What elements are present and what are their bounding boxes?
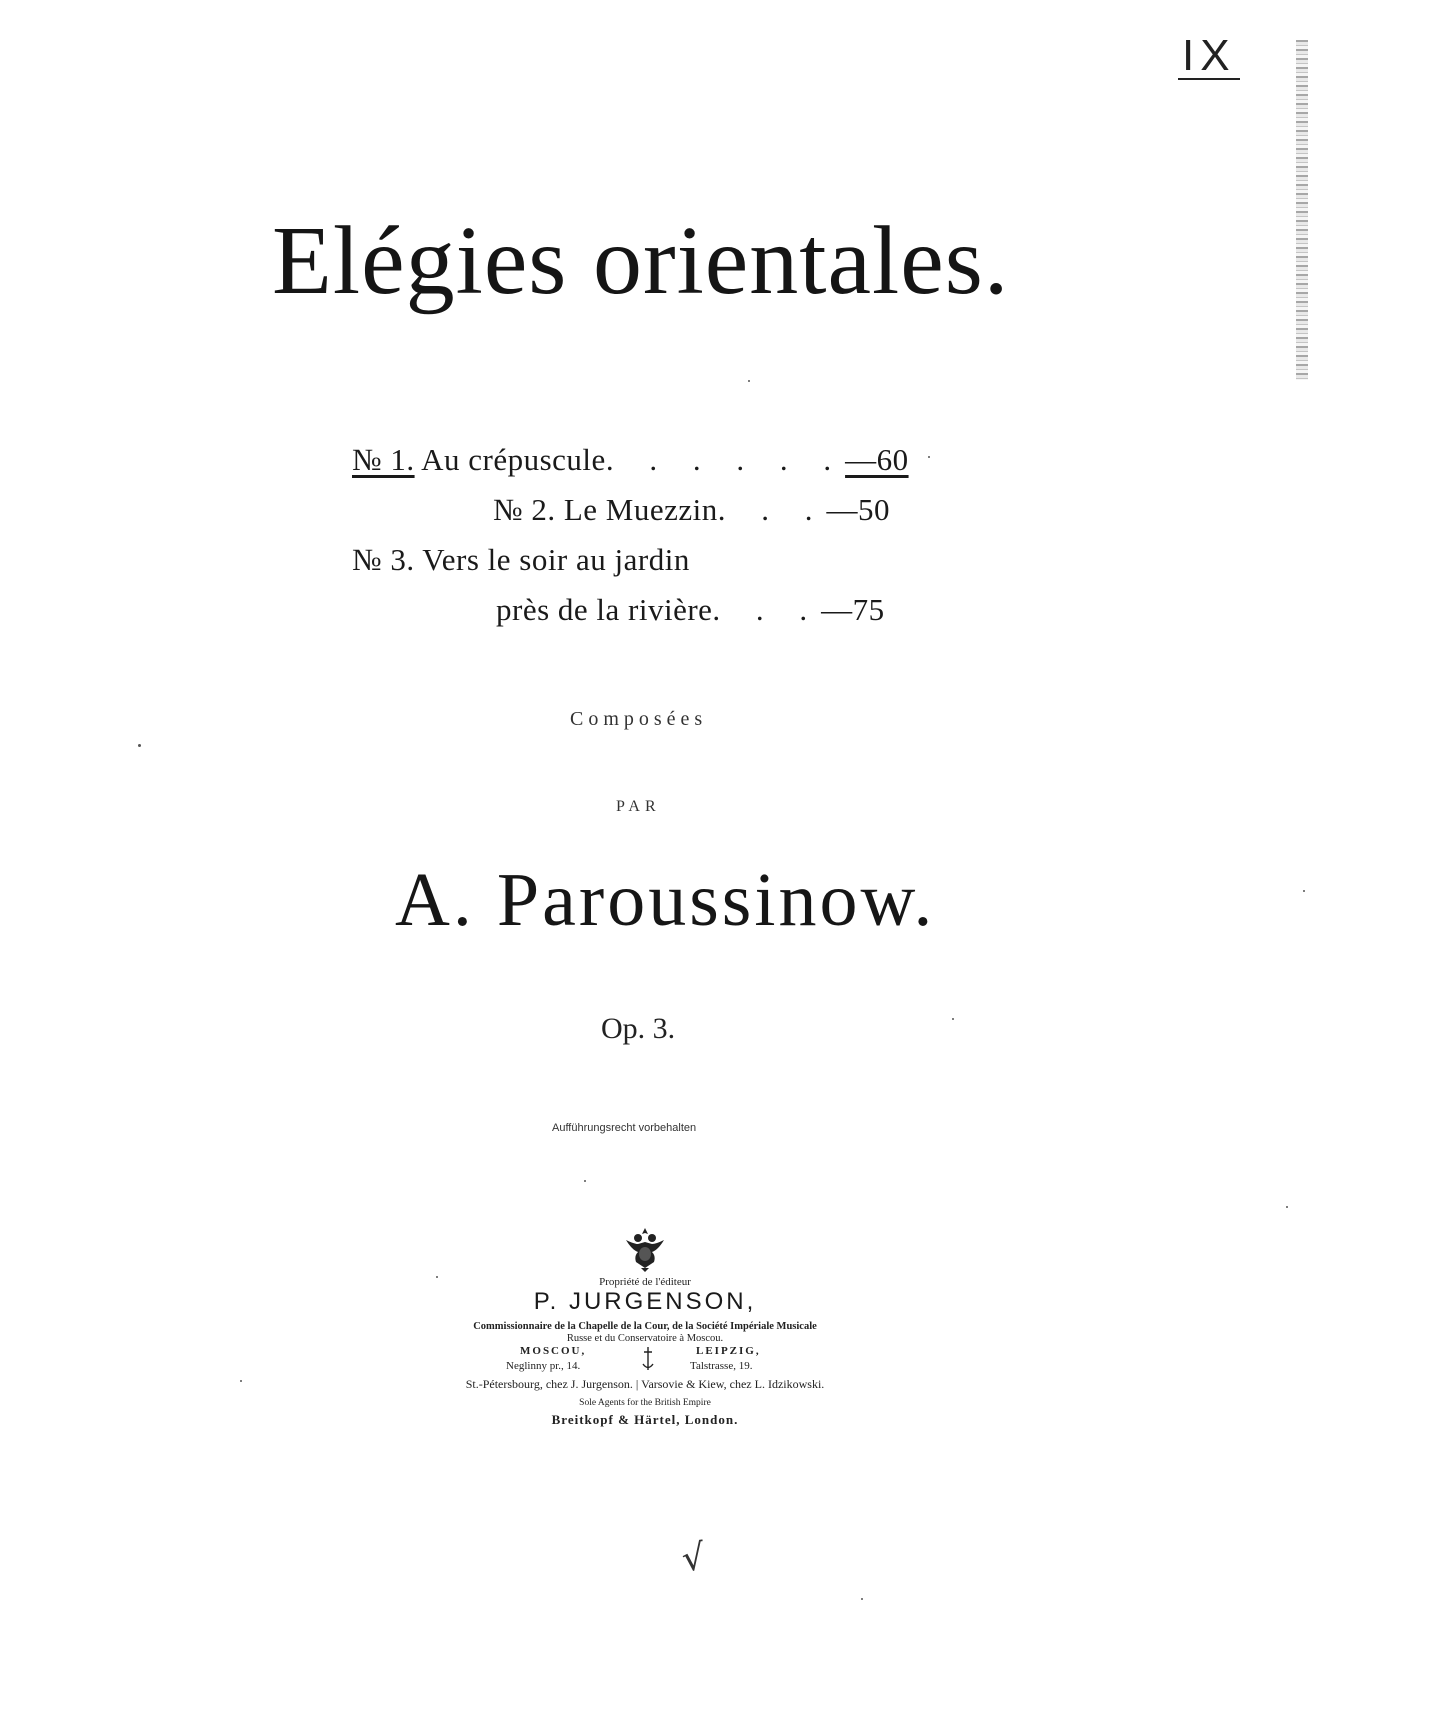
publisher-line-2: Russe et du Conservatoire à Moscou. <box>566 1333 724 1344</box>
publisher-line-1: Commissionnaire de la Chapelle de la Cour, de la Société Impériale Musicale <box>473 1321 817 1332</box>
toc-dots: . . . <box>717 492 827 527</box>
scan-speck <box>240 1380 242 1382</box>
composed-label: Composées <box>570 708 708 730</box>
handwritten-check-mark: √ <box>679 1536 708 1581</box>
toc-dots: . . . . . . <box>605 442 846 477</box>
leipzig-city: LEIPZIG, <box>696 1345 761 1357</box>
toc-name: Le Muezzin <box>563 492 718 527</box>
opus-number: Op. 3. <box>601 1012 676 1045</box>
scan-speck <box>952 1018 954 1020</box>
toc-entry-3-continued <box>496 594 885 625</box>
scan-speck <box>1286 1206 1288 1208</box>
scan-speck <box>584 1180 586 1182</box>
imperial-eagle-icon <box>624 1226 666 1272</box>
moscow-city: MOSCOU, <box>520 1345 587 1357</box>
leipzig-address: Talstrasse, 19. <box>690 1360 753 1372</box>
corner-handwritten-mark: IX <box>1178 34 1240 80</box>
toc-price: —60 <box>845 442 909 477</box>
scan-speck <box>748 380 750 382</box>
publisher-branches: St.-Pétersbourg, chez J. Jurgenson. | Varsovie & Kiew, chez L. Idzikowski. <box>465 1377 825 1391</box>
toc-name: près de la rivière <box>496 592 713 627</box>
scan-edge-strip <box>1296 40 1308 380</box>
anchor-ornament-icon <box>642 1346 654 1372</box>
moscow-address: Neglinny pr., 14. <box>506 1360 581 1372</box>
toc-number: № 2. <box>493 492 556 527</box>
toc-number: № 1. <box>352 442 415 477</box>
rights-notice: Aufführungsrecht vorbehalten <box>552 1122 697 1134</box>
publisher-property: Propriété de l'éditeur <box>599 1276 691 1288</box>
toc-dots: . . . <box>712 592 822 627</box>
toc-entry-3 <box>352 544 690 575</box>
scan-speck <box>861 1598 863 1600</box>
scan-speck <box>436 1276 438 1278</box>
page-title: Elégies orientales. <box>272 207 1010 315</box>
scan-speck <box>138 744 141 747</box>
publisher-name: P. JURGENSON, <box>533 1288 757 1315</box>
toc-price: —50 <box>826 492 890 527</box>
publisher-agents-name: Breitkopf & Härtel, London. <box>551 1412 739 1427</box>
publisher-agents: Sole Agents for the British Empire <box>579 1398 711 1408</box>
toc-entry-2 <box>493 494 890 525</box>
composer-name: A. Paroussinow. <box>395 858 936 942</box>
scan-speck <box>928 456 930 458</box>
toc-price: —75 <box>821 592 885 627</box>
toc-entry-1 <box>352 444 909 475</box>
toc-number: № 3. <box>352 542 415 577</box>
toc-name: Vers le soir au jardin <box>422 542 690 577</box>
par-label: PAR <box>616 798 661 815</box>
toc-name: Au crépuscule <box>421 442 606 477</box>
scan-speck <box>1303 890 1305 892</box>
